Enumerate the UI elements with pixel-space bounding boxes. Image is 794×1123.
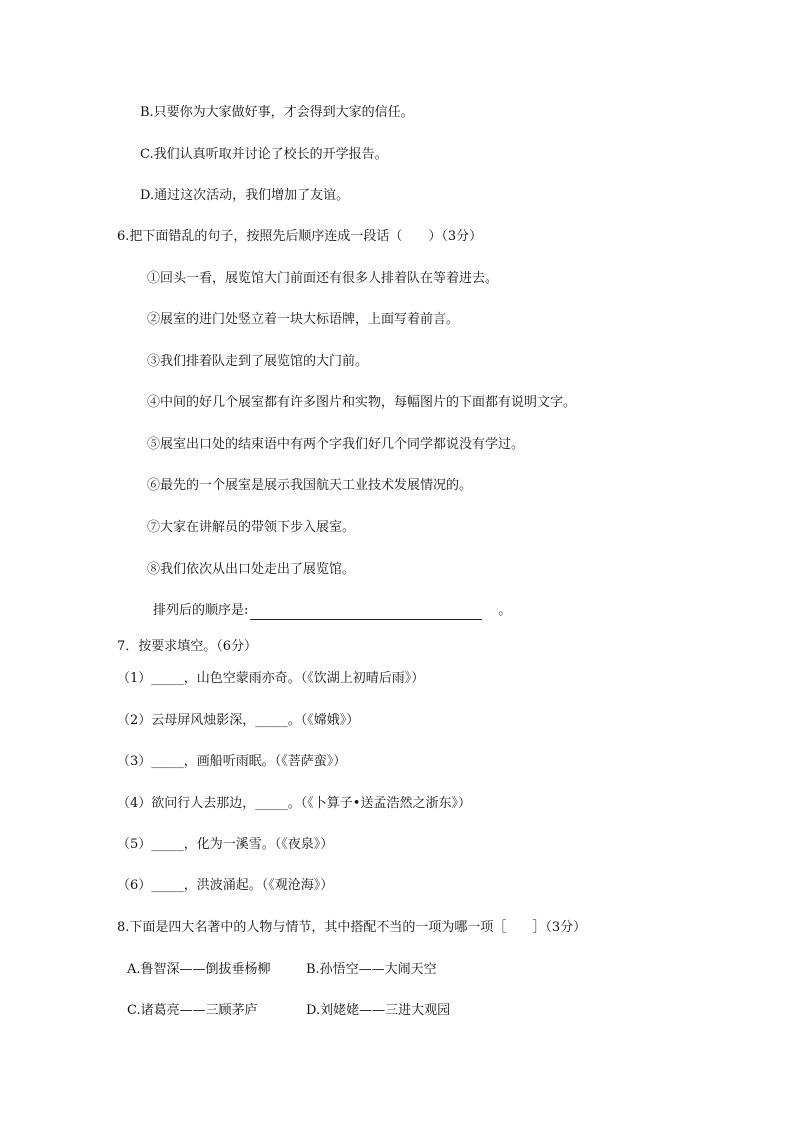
q6-sentence-1: ①回头一看，展览馆大门前面还有很多人排着队在等着进去。 — [147, 271, 499, 286]
q6-stem: 6.把下面错乱的句子，按照先后顺序连成一段话（ ）（3分） — [117, 229, 483, 244]
q8-stem: 8.下面是四大名著中的人物与情节，其中搭配不当的一项为哪一项［ ］（3分） — [117, 920, 587, 935]
q7-item-4: （4）欲问行人去那边，_____。（《卜算子•送孟浩然之浙东》） — [117, 796, 471, 811]
q6-sentence-8: ⑧我们依次从出口处走出了展览馆。 — [147, 562, 356, 577]
q7-item-1: （1）_____，山色空蒙雨亦奇。（《饮湖上初晴后雨》） — [117, 671, 425, 686]
q8-option-c: C.诸葛亮——三顾茅庐 — [127, 1003, 258, 1018]
q7-item-2: （2）云母屏风烛影深，_____。（《嫦娥》） — [117, 713, 360, 728]
q6-sentence-6: ⑥最先的一个展室是展示我国航天工业技术发展情况的。 — [147, 478, 473, 493]
q7-item-5: （5）_____，化为一溪雪。（《夜泉》） — [117, 837, 334, 852]
q6-sentence-4: ④中间的好几个展室都有许多图片和实物，每幅图片的下面都有说明文字。 — [147, 395, 577, 410]
q5-option-c: C.我们认真听取并讨论了校长的开学报告。 — [140, 147, 388, 162]
q6-answer-row — [153, 602, 511, 620]
q8-option-d: D.刘姥姥——三进大观园 — [306, 1003, 451, 1018]
q6-answer-label: 排列后的顺序是: — [153, 603, 249, 618]
q8-option-b: B.孙悟空——大闹天空 — [306, 962, 437, 977]
q6-answer-blank[interactable] — [250, 605, 482, 620]
q6-sentence-5: ⑤展室出口处的结束语中有两个字我们好几个同学都说没有学过。 — [147, 437, 525, 452]
q6-sentence-2: ②展室的进门处竖立着一块大标语牌，上面写着前言。 — [147, 312, 460, 327]
q8-option-a: A.鲁智深——倒拔垂杨柳 — [127, 962, 271, 977]
q5-option-b: B.只要你为大家做好事，才会得到大家的信任。 — [140, 105, 414, 120]
q5-option-d: D.通过这次活动，我们增加了友谊。 — [140, 188, 350, 203]
q6-answer-end: 。 — [498, 603, 512, 618]
q7-stem: 7．按要求填空。（6分） — [117, 639, 258, 654]
q6-sentence-3: ③我们排着队走到了展览馆的大门前。 — [147, 354, 369, 369]
q7-item-6: （6）_____，洪波涌起。（《观沧海》） — [117, 878, 334, 893]
q7-item-3: （3）_____，画船听雨眠。（《菩萨蛮》） — [117, 754, 347, 769]
q6-sentence-7: ⑦大家在讲解员的带领下步入展室。 — [147, 520, 356, 535]
